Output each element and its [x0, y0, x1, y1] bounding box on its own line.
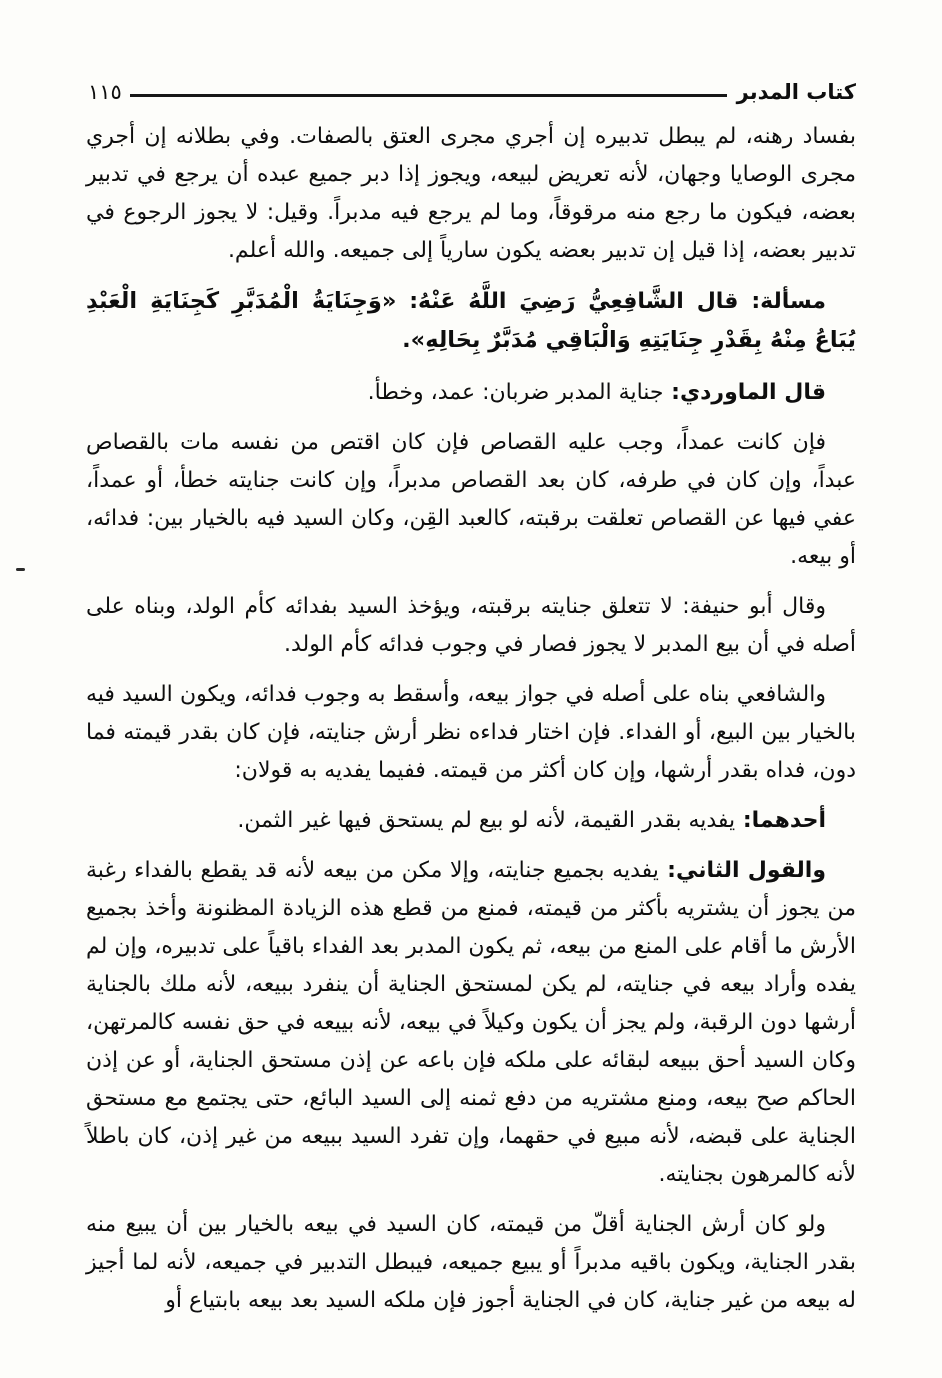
paragraph-abu-hanifa [86, 588, 856, 664]
page-header [88, 80, 856, 104]
book-title: كتاب المدبر [736, 80, 856, 104]
shafii-quote: «وَجِنَايَةُ الْمُدَبَّرِ كَجِنَايَةِ الْعَبْدِ يُبَاعُ مِنْهُ بِقَدْرِ جِنَايَتِهِ وَالْبَاقِي مُدَبَّرٌ بِحَالِهِ». [86, 288, 856, 353]
paragraph-arsh-less [86, 1206, 856, 1320]
mawardi-lead: قال الماوردي: [663, 380, 826, 405]
paragraph-amd [86, 424, 856, 576]
paragraph-abu-hanifa-text: وقال أبو حنيفة: لا تتعلق جنايته برقبته، ويؤخذ السيد بفدائه كأم الولد، وبناه على أصله في أن بيع المدبر لا يجوز فصار في وجوب فدائه كأم الولد. [86, 594, 856, 657]
paragraph-opening [86, 118, 856, 270]
paragraph-masala [86, 282, 856, 360]
page-body [86, 118, 856, 1332]
paragraph-arsh-less-text: ولو كان أرش الجناية أقلّ من قيمته، كان السيد في بيعه بالخيار بين أن يبيع منه بقدر الجناية، ويكون باقيه مدبراً أو يبيع جميعه، فيبطل التدبير في جميعه، لأنه لما أجيز له بيعه من غير جناية، كان في الجناية أجوز فإن ملكه السيد بعد بيعه بابتياع أو [86, 1212, 856, 1313]
paragraph-opening-text: بفساد رهنه، لم يبطل تدبيره إن أجري مجرى العتق بالصفات. وفي بطلانه إن أجري مجرى الوصايا وجهان، لأنه تعريض لبيعه، ويجوز إذا دبر جميع عبده أن يرجع في تدبير بعضه، فيكون ما رجع منه مرقوقاً، وما لم يرجع فيه مدبراً. وقيل: لا يجوز الرجوع في تدبير بعضه، إذا قيل إن تدبير بعضه يكون سارياً إلى جميعه. والله أعلم. [86, 124, 856, 263]
scan-margin-mark [16, 568, 25, 571]
qawl-two-lead: والقول الثاني: [658, 858, 827, 883]
qawl-one-lead: أحدهما: [735, 808, 826, 833]
header-rule [130, 94, 727, 97]
masala-lead: مسألة: قال الشَّافِعِيُّ رَضِيَ اللَّهُ عَنْهُ: [396, 289, 826, 314]
mawardi-text: جناية المدبر ضربان: عمد، وخطأ. [367, 380, 664, 405]
qawl-one-text: يفديه بقدر القيمة، لأنه لو بيع لم يستحق فيها غير الثمن. [237, 808, 736, 833]
paragraph-shafii-basis-text: والشافعي بناه على أصله في جواز بيعه، وأسقط به وجوب فدائه، ويكون السيد فيه بالخيار بين البيع، أو الفداء. فإن اختار فداءه نظر أرش جنايته، فإن كان بقدر قيمته فما دون، فداه بقدر أرشها، وإن كان أكثر من قيمته. ففيما يفديه به قولان: [86, 682, 856, 783]
paragraph-amd-text: فإن كانت عمداً، وجب عليه القصاص فإن كان اقتص من نفسه مات بالقصاص عبداً، وإن كان في طرفه، كان بعد القصاص مدبراً، وإن كانت جنايته خطأ، أو عمداً، عفي فيها عن القصاص تعلقت برقبته، كالعبد القِن، وكان السيد فيه بالخيار بين: فدائه، أو بيعه. [86, 430, 856, 569]
qawl-two-text: يفديه بجميع جنايته، وإلا مكن من بيعه لأنه قد يقطع بالفداء رغبة من يجوز أن يشتريه بأكثر من قيمته، فمنع من قطع هذه الزيادة المظنونة وأخذ بجميع الأرش ما أقام على المنع من بيعه، ثم يكون المدبر بعد الفداء باقياً على تدبيره، وإن لم يفده وأراد بيعه في جنايته، لم يكن لمستحق الجناية أن ينفرد ببيعه، لأنه ملك بالجناية أرشها دون الرقبة، ولم يجز أن يكون وكيلاً في بيعه، لأنه بييعه في حق نفسه كالمرتهن، وكان السيد أحق ببيعه لبقائه على ملكه فإن باعه عن إذن مستحق الجناية، أو عن إذن الحاكم صح بيعه، ومنع مشتريه من دفع ثمنه إلى السيد البائع، حتى يجتمع مع مستحق الجناية على قبضه، لأنه مبيع في حقهما، وإن تفرد السيد ببيعه من غير إذن، كان باطلاً لأنه كالمرهون بجنايته. [86, 858, 856, 1187]
paragraph-qawl-one [86, 802, 856, 840]
page-number: ١١٥ [88, 80, 122, 104]
paragraph-mawardi [86, 374, 856, 412]
paragraph-shafii-basis [86, 676, 856, 790]
paragraph-qawl-two [86, 852, 856, 1194]
